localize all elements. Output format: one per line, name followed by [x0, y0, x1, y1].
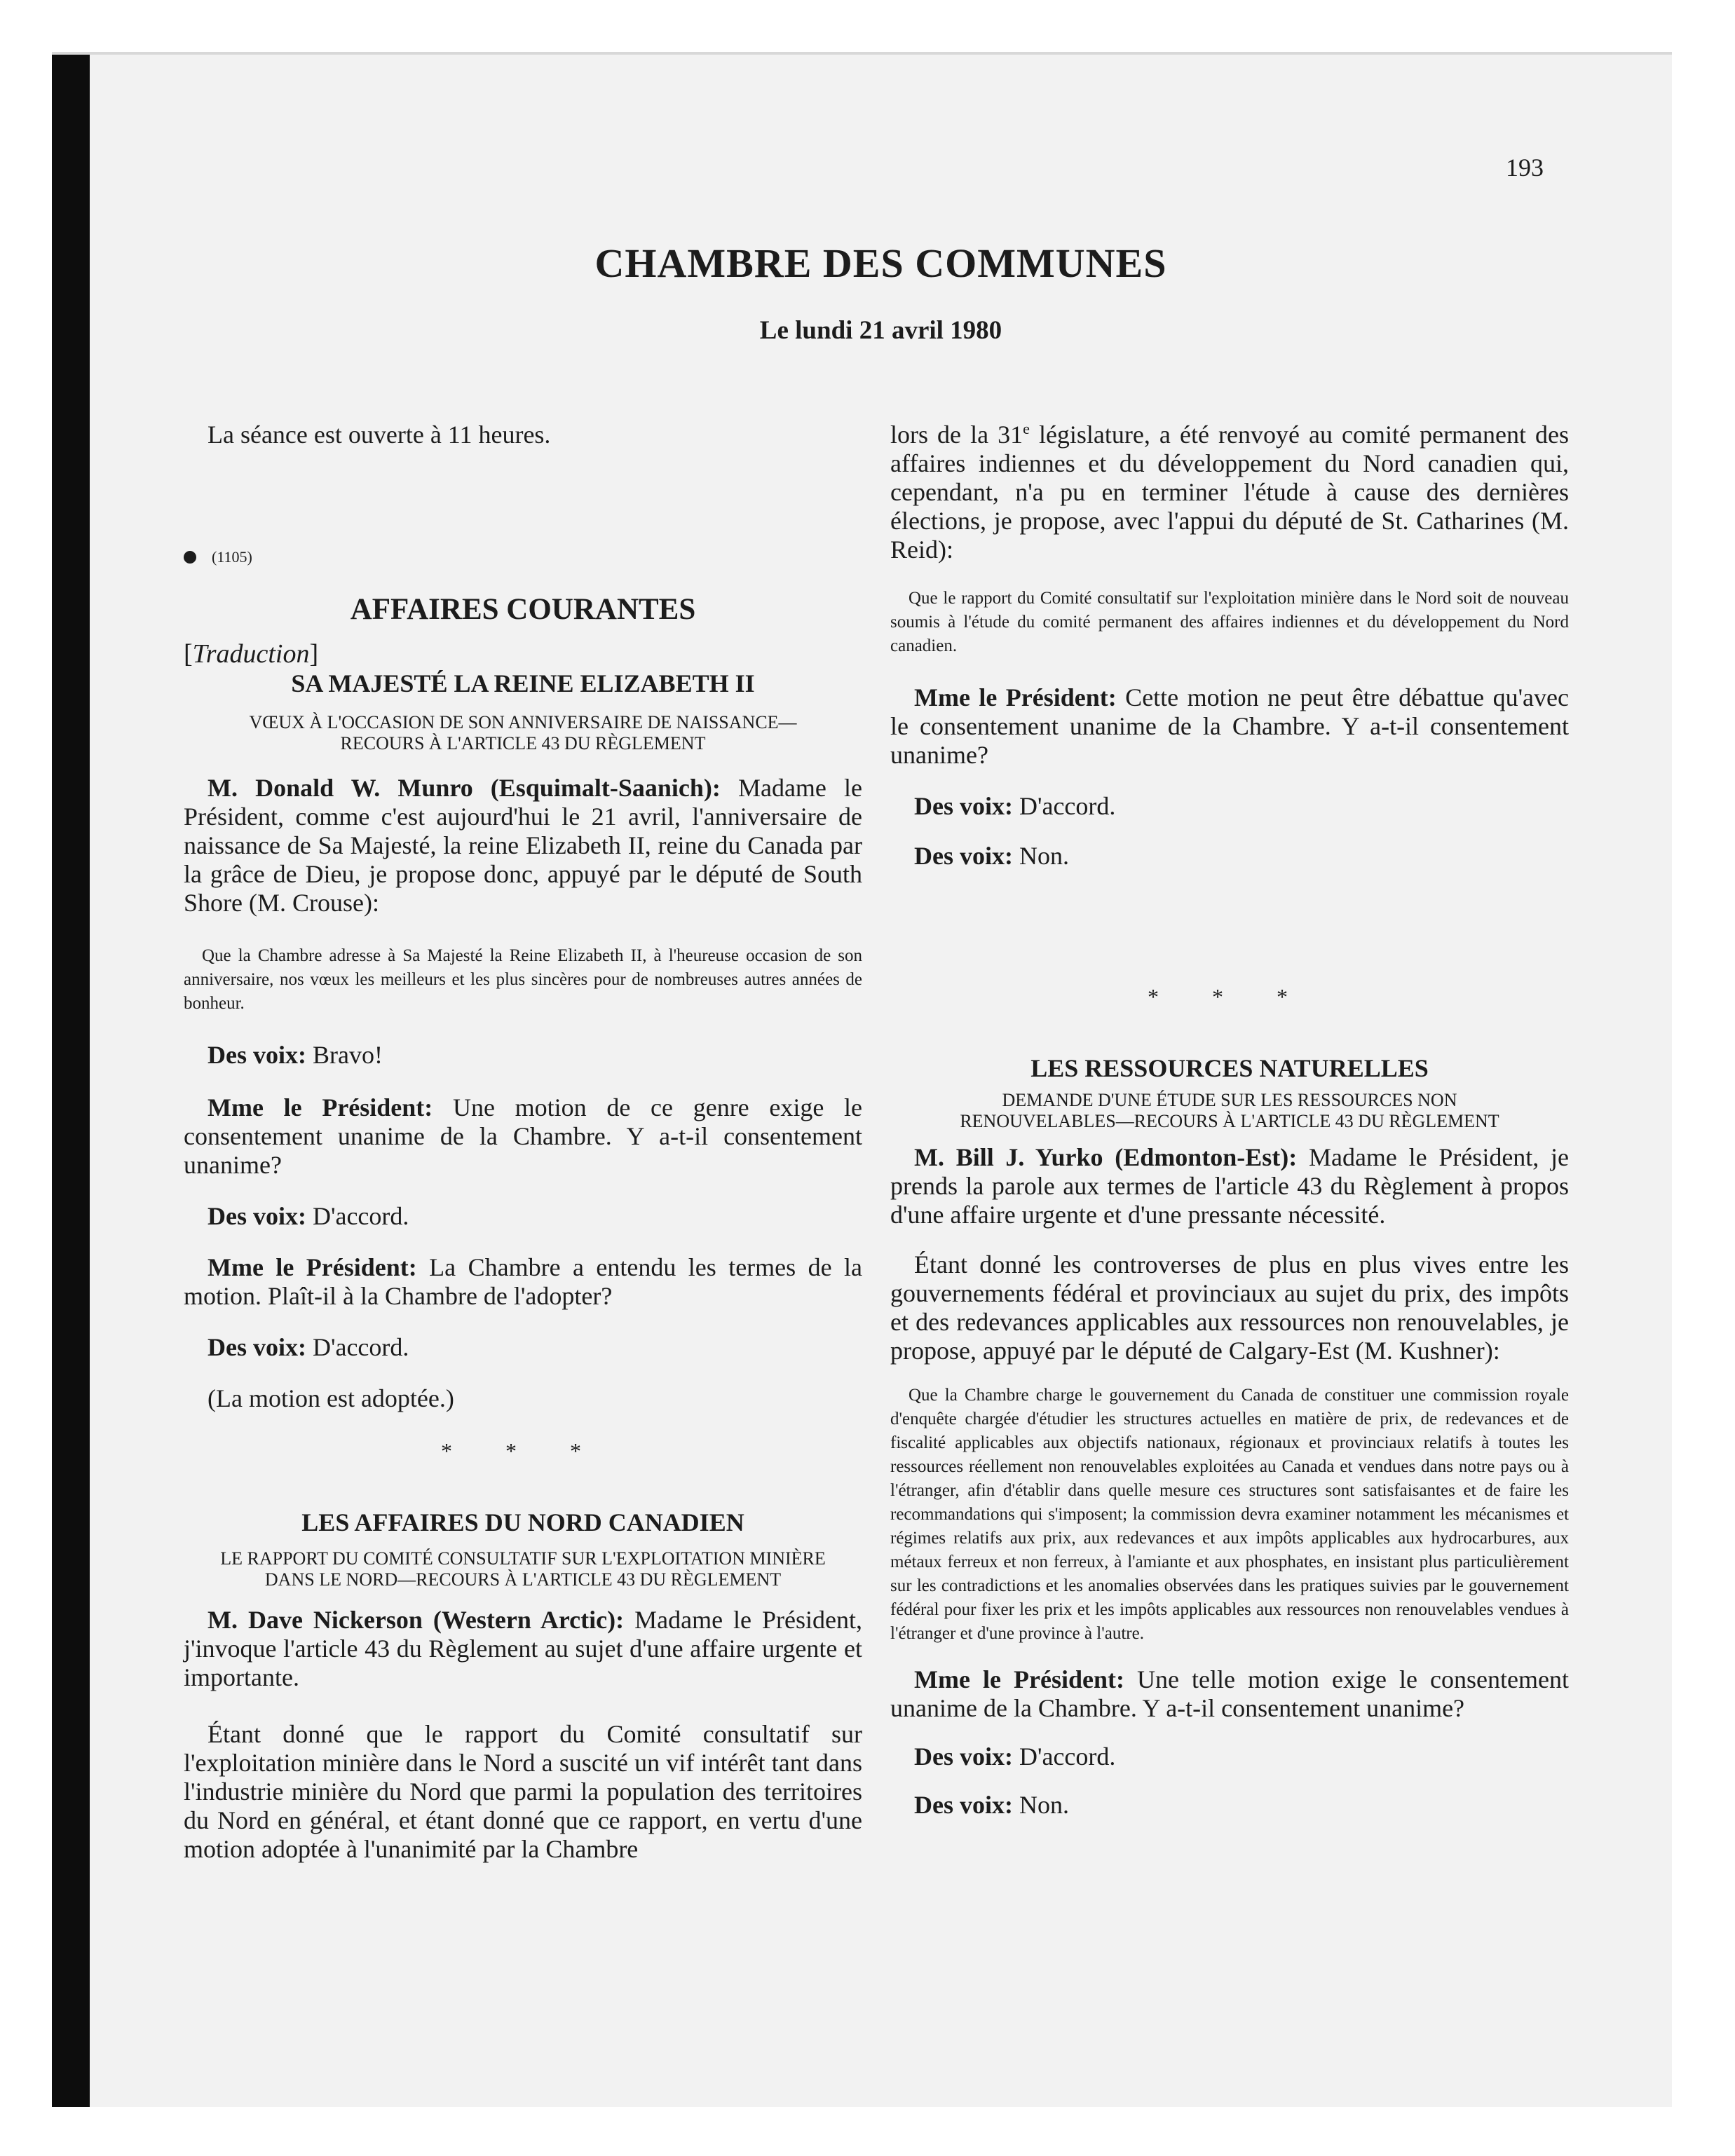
traduction-note: [Traduction] — [184, 639, 319, 669]
president-paragraph-2 — [184, 1253, 862, 1311]
opening-line: La séance est ouverte à 11 heures. — [207, 421, 551, 449]
speaker-president: Mme le Président: — [207, 1093, 433, 1122]
timecode-line — [184, 540, 862, 571]
yurko-paragraph-2: Étant donné les controverses de plus en plus vives entre les gouvernements fédéral et provinciaux au sujet du prix, des impôts et des redevances applicables aux ressources non renouvelables, je propose, appuyé par le député de Calgary-Est (M. Kushner): — [890, 1250, 1569, 1365]
voix-accord-2 — [184, 1333, 862, 1362]
scan-edge — [52, 52, 90, 2107]
voix-non-text: Non. — [1012, 1791, 1069, 1819]
speaker-yurko: M. Bill J. Yurko (Edmonton-Est): — [914, 1143, 1298, 1171]
page-number: 193 — [1506, 153, 1544, 182]
timecode: (1105) — [212, 548, 252, 566]
continuation-text-a: lors de la 31 — [890, 421, 1023, 449]
president-text-3: Cette motion ne peut être débattue qu'avec le consentement unanime de la Chambre. Y a-t-il consentement unanime? — [890, 683, 1569, 769]
section-title-affaires: AFFAIRES COURANTES — [350, 593, 696, 627]
speaker-munro: M. Donald W. Munro (Esquimalt-Saanich): — [207, 774, 721, 803]
president-text-1: Une motion de ce genre exige le consentement unanime de la Chambre. Y a-t-il consentement unanime? — [184, 1093, 862, 1180]
voix-accord-text: D'accord. — [306, 1202, 409, 1231]
nord-subtitle: LE RAPPORT DU COMITÉ CONSULTATIF SUR L'EXPLOITATION MINIÈRE DANS LE NORD—RECOURS À L'ARTICLE 43 DU RÈGLEMENT — [220, 1548, 826, 1590]
right-column — [890, 421, 1569, 1820]
section-separator: * * * — [441, 1438, 605, 1464]
motion-adoptee: (La motion est adoptée.) — [207, 1384, 454, 1413]
continuation-text-b: législature, a été renvoyé au comité permanent des affaires indiennes et du développement du Nord canadien qui, cependant, n'a pu en terminer l'étude à cause des dernières élections, je propose, avec l'appui du député de St. Catharines (M. Reid): — [890, 421, 1569, 564]
voix-accord-text: D'accord. — [1012, 1742, 1116, 1770]
voix-non-text: Non. — [1012, 842, 1069, 870]
voix-non-1 — [890, 842, 1569, 871]
voix-accord-text: D'accord. — [1012, 792, 1116, 820]
nickerson-paragraph — [184, 1606, 862, 1692]
ordinal-superscript: e — [1023, 420, 1030, 437]
speaker-voix: Des voix: — [207, 1041, 306, 1070]
continuation-paragraph — [890, 421, 1569, 564]
yurko-paragraph — [890, 1143, 1569, 1229]
left-column — [184, 421, 862, 1864]
speaker-voix: Des voix: — [914, 1742, 1013, 1770]
president-paragraph-4 — [890, 1665, 1569, 1723]
munro-text: Madame le Président, comme c'est aujourd'hui le 21 avril, l'anniversaire de naissance de Sa Majesté, la reine Elizabeth II, reine du Canada par la grâce de Dieu, je propose donc, appuyé par le député de South Shore (M. Crouse): — [184, 774, 862, 917]
voix-bravo-text: Bravo! — [306, 1041, 383, 1070]
president-text-4: Une telle motion exige le consentement unanime de la Chambre. Y a-t-il consentement unanime? — [890, 1665, 1569, 1722]
speaker-president: Mme le Président: — [914, 683, 1117, 711]
voix-accord-1 — [184, 1202, 862, 1231]
president-paragraph-3 — [890, 683, 1569, 770]
ressources-title: LES RESSOURCES NATURELLES — [1030, 1054, 1429, 1082]
reine-subtitle: VŒUX À L'OCCASION DE SON ANNIVERSAIRE DE NAISSANCE— RECOURS À L'ARTICLE 43 DU RÈGLEMENT — [249, 712, 797, 754]
ressources-subtitle: DEMANDE D'UNE ÉTUDE SUR LES RESSOURCES NON RENOUVELABLES—RECOURS À L'ARTICLE 43 DU RÈGLEMENT — [960, 1090, 1499, 1131]
speaker-voix: Des voix: — [207, 1333, 306, 1362]
traduction-label: Traduction — [192, 639, 310, 669]
speaker-voix: Des voix: — [914, 1791, 1013, 1819]
munro-paragraph — [184, 774, 862, 917]
nickerson-text: Madame le Président, j'invoque l'article 43 du Règlement au sujet d'une affaire urgente et importante. — [184, 1606, 862, 1692]
nickerson-paragraph-2: Étant donné que le rapport du Comité consultatif sur l'exploitation minière dans le Nord a suscité un vif intérêt tant dans l'industrie minière du Nord que parmi la population des territoires du Nord en général, et étant donné que ce rapport, en vertu d'une motion adoptée à l'unanimité par la Chambre — [184, 1720, 862, 1864]
nord-title: LES AFFAIRES DU NORD CANADIEN — [301, 1508, 744, 1537]
speaker-president: Mme le Président: — [207, 1253, 417, 1282]
president-paragraph-1 — [184, 1093, 862, 1180]
section-separator: * * * — [1148, 984, 1312, 1009]
bullet-icon — [184, 551, 196, 564]
voix-accord-4 — [890, 1742, 1569, 1771]
voix-non-2 — [890, 1791, 1569, 1820]
speaker-voix: Des voix: — [914, 792, 1013, 820]
reine-title: SA MAJESTÉ LA REINE ELIZABETH II — [291, 669, 755, 698]
page-title: CHAMBRE DES COMMUNES — [594, 240, 1167, 286]
voix-bravo — [184, 1041, 862, 1070]
voix-accord-3 — [890, 792, 1569, 821]
yurko-text: Madame le Président, je prends la parole aux termes de l'article 43 du Règlement à propos d'une affaire urgente et d'une pressante nécessité. — [890, 1143, 1569, 1229]
speaker-voix: Des voix: — [207, 1202, 306, 1231]
motion-ressources: Que la Chambre charge le gouvernement du Canada de constituer une commission royale d'enquête chargée d'étudier les structures actuelles en matière de prix, de redevances et de fiscalité applicables aux objectifs nationaux, régionaux et provinciaux relatifs à toutes les ressources réellement non renouvelables exploitées au Canada et vendues dans notre pays ou à l'étranger, afin d'établir dans quelle mesure ces structures sont satisfaisantes et de faire les recommandations qui s'imposent; la commission devra examiner notamment les mécanismes et régimes relatifs aux prix, aux redevances et aux impôts applicables aux hydrocarbures, aux métaux ferreux et non ferreux, à l'amiante et aux phosphates, en insistant plus particulièrement sur les contradictions et les anomalies observées dans les pratiques suivies par le gouvernement fédéral pour fixer les prix et les impôts applicables aux ressources non renouvelables vendues à l'étranger et d'une province à l'autre. — [890, 1386, 1569, 1643]
president-text-2: La Chambre a entendu les termes de la motion. Plaît-il à la Chambre de l'adopter? — [184, 1253, 862, 1311]
motion-reine: Que la Chambre adresse à Sa Majesté la Reine Elizabeth II, à l'heureuse occasion de son anniversaire, nos vœux les meilleurs et les plus sincères pour de nombreuses autres années de bonheur. — [184, 946, 862, 1014]
speaker-voix: Des voix: — [914, 842, 1013, 870]
speaker-president: Mme le Président: — [914, 1665, 1124, 1693]
motion-nord: Que le rapport du Comité consultatif sur l'exploitation minière dans le Nord soit de nouveau soumis à l'étude du comité permanent des affaires indiennes et du développement du Nord canadien. — [890, 589, 1569, 655]
speaker-nickerson: M. Dave Nickerson (Western Arctic): — [207, 1606, 625, 1635]
voix-accord-text: D'accord. — [306, 1333, 409, 1362]
session-date: Le lundi 21 avril 1980 — [759, 316, 1002, 345]
